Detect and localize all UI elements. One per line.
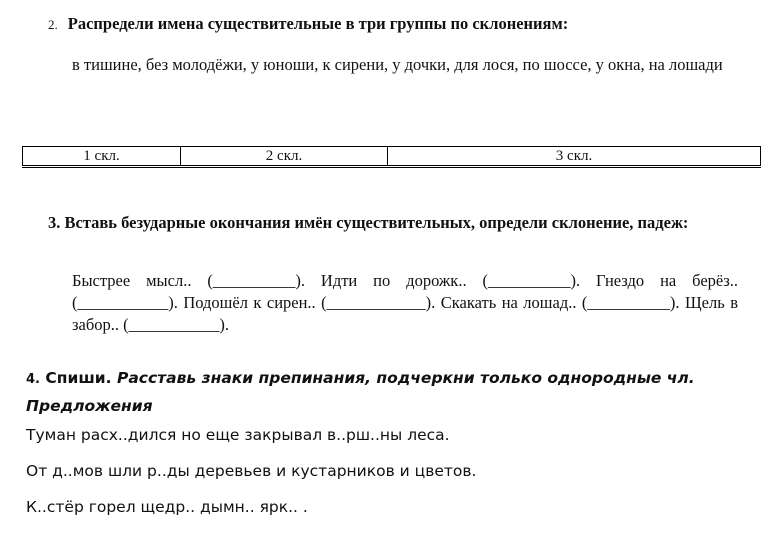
- task3-body: Быстрее мысл.. (__________). Идти по дорожк.. (__________). Гнездо на берёз.. (___________). Подошёл к сирен.. (____________). Скакать на лошад.. (__________). Щель в забор.. (___________).: [72, 271, 738, 334]
- task4-sentence-1: Туман расх..дился но еще закрывал в..рш..ны леса.: [26, 426, 450, 444]
- table-header-row: [23, 147, 761, 167]
- task4-heading: [26, 365, 746, 419]
- task4-sentence-2: От д..мов шли р..ды деревьев и кустарников и цветов.: [26, 462, 477, 480]
- table-header-cell-2: 2 скл.: [181, 147, 388, 167]
- table-header-cell-3: 3 скл.: [388, 147, 761, 167]
- task3-title: 3. Вставь безударные окончания имён существительных, определи склонение, падеж:: [48, 213, 689, 232]
- task2-heading: [48, 14, 568, 34]
- table-header-cell-1: 1 скл.: [23, 147, 181, 167]
- task2-number: 2.: [48, 17, 58, 32]
- task4-title-rest: Расставь знаки препинания, подчеркни только однородные чл. Предложения: [26, 369, 695, 415]
- task4-title-bold: Спиши.: [45, 369, 112, 387]
- task4-number: 4.: [26, 372, 40, 387]
- task4-sentence-3: К..стёр горел щедр.. дымн.. ярк.. .: [26, 498, 308, 516]
- declension-table: [22, 146, 761, 168]
- task2-word-list: в тишине, без молодёжи, у юноши, к сирени, у дочки, для лося, по шоссе, у окна, на лошади: [72, 55, 723, 74]
- task2-title: Распредели имена существительные в три группы по склонениям:: [67, 14, 569, 33]
